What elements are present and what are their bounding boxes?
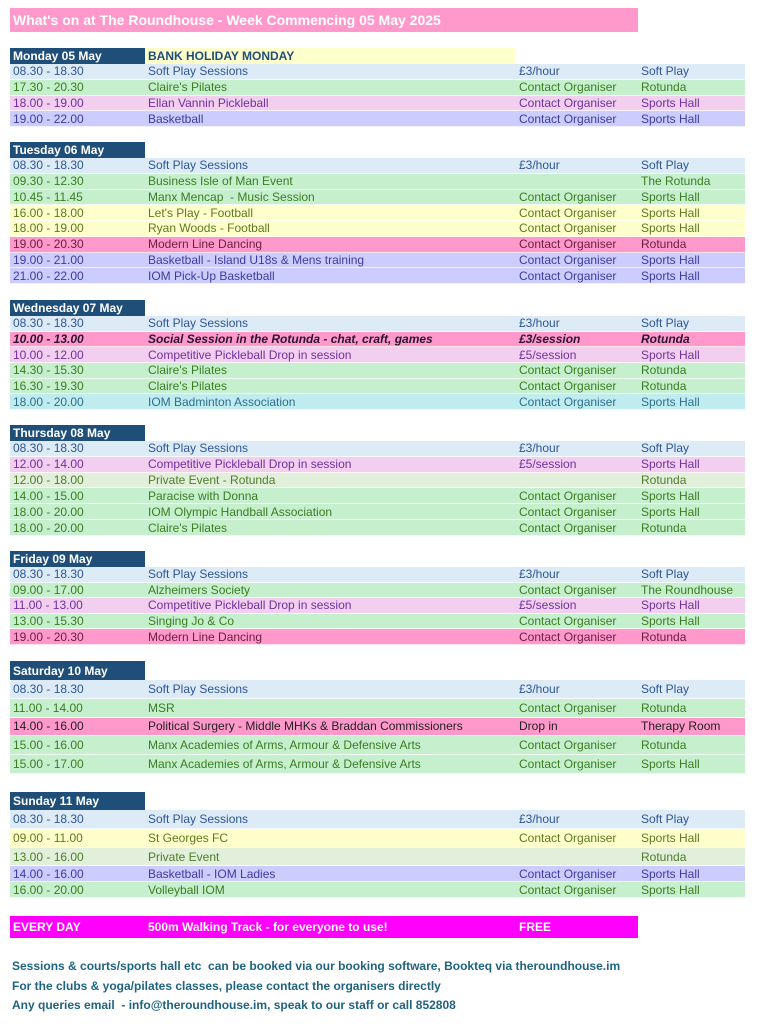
row-time: 09.00 - 17.00 <box>13 582 84 597</box>
row-time: 09.00 - 11.00 <box>13 831 83 845</box>
row-event: Social Session in the Rotunda - chat, craft, games <box>148 331 433 346</box>
row-price: £3/hour <box>519 681 560 696</box>
row-event: IOM Olympic Handball Association <box>148 504 333 519</box>
schedule-row <box>10 457 745 473</box>
schedule-row <box>10 441 745 457</box>
schedule-row <box>10 332 745 348</box>
schedule-row <box>10 174 745 190</box>
day-block <box>10 551 745 645</box>
schedule-row <box>10 718 745 737</box>
day-header: Wednesday 07 May <box>10 300 145 316</box>
row-price: Contact Organiser <box>519 866 617 881</box>
schedule-row <box>10 347 745 363</box>
row-time: 10.00 - 12.00 <box>13 347 84 362</box>
row-price: Contact Organiser <box>519 831 617 845</box>
row-time: 18.00 - 20.00 <box>13 520 84 535</box>
row-price: Contact Organiser <box>519 614 617 629</box>
day-block <box>10 661 745 774</box>
row-event: Manx Mencap - Music Session <box>148 189 315 204</box>
row-event: Private Event - Rotunda <box>148 473 276 488</box>
every-day-event: 500m Walking Track - for everyone to use! <box>148 920 388 934</box>
schedule-row <box>10 363 745 379</box>
every-day-label: EVERY DAY <box>13 920 81 934</box>
row-time: 11.00 - 14.00 <box>13 700 83 715</box>
row-event: Competitive Pickleball Drop in session <box>148 457 352 472</box>
schedule-row <box>10 755 745 774</box>
row-event: Soft Play Sessions <box>148 158 249 173</box>
row-location: Soft Play <box>641 441 690 456</box>
row-price: Contact Organiser <box>519 700 617 715</box>
schedule-row <box>10 810 745 829</box>
row-location: Therapy Room <box>641 719 721 734</box>
row-location: Sports Hall <box>641 457 700 472</box>
row-event: Ryan Woods - Football <box>148 221 270 236</box>
row-location: Sports Hall <box>641 614 700 629</box>
row-time: 08.30 - 18.30 <box>13 441 84 456</box>
row-event: Business Isle of Man Event <box>148 174 293 189</box>
row-event: Soft Play Sessions <box>148 812 249 826</box>
schedule-row <box>10 699 745 718</box>
footer-notes <box>12 957 752 1016</box>
schedule-row <box>10 567 745 583</box>
row-location: Sports Hall <box>641 95 700 110</box>
row-time: 19.00 - 21.00 <box>13 252 84 267</box>
schedule-row <box>10 520 745 536</box>
row-price <box>515 174 637 189</box>
day-header: Sunday 11 May <box>10 792 145 810</box>
row-price: Contact Organiser <box>519 189 617 204</box>
day-header: Tuesday 06 May <box>10 142 145 158</box>
row-event: Modern Line Dancing <box>148 629 263 644</box>
row-location: Rotunda <box>641 237 687 252</box>
row-price: £3/hour <box>519 812 560 826</box>
schedule-row <box>10 629 745 645</box>
row-price: Contact Organiser <box>519 237 617 252</box>
schedule-row <box>10 583 745 599</box>
row-time: 08.30 - 18.30 <box>13 64 84 79</box>
row-event: Political Surgery - Middle MHKs & Braddan Commissioners <box>148 719 463 734</box>
row-time: 15.00 - 16.00 <box>13 738 84 753</box>
row-event: Competitive Pickleball Drop in session <box>148 598 352 613</box>
row-time: 19.00 - 20.30 <box>13 629 84 644</box>
row-location: Rotunda <box>641 738 687 753</box>
day-block <box>10 48 745 127</box>
row-event: Soft Play Sessions <box>148 681 249 696</box>
row-location: Soft Play <box>641 316 690 331</box>
row-price <box>515 473 637 488</box>
day-header-row <box>10 48 745 64</box>
row-event: Paracise with Donna <box>148 488 259 503</box>
row-location: Rotunda <box>641 363 687 378</box>
schedule-row <box>10 80 745 96</box>
day-header: Monday 05 May <box>10 48 145 64</box>
row-location: Sports Hall <box>641 252 700 267</box>
row-event: Soft Play Sessions <box>148 441 249 456</box>
row-time: 08.30 - 18.30 <box>13 812 84 826</box>
row-time: 14.00 - 15.00 <box>13 488 84 503</box>
row-time: 10.45 - 11.45 <box>13 189 83 204</box>
row-location: Sports Hall <box>641 347 700 362</box>
row-event: Claire's Pilates <box>148 378 227 393</box>
row-location: Sports Hall <box>641 598 700 613</box>
schedule-row <box>10 488 745 504</box>
every-day-price: FREE <box>519 920 552 934</box>
row-location: Sports Hall <box>641 488 700 503</box>
row-price: Contact Organiser <box>519 205 617 220</box>
row-time: 18.00 - 20.00 <box>13 394 84 409</box>
row-location: Rotunda <box>641 520 687 535</box>
row-location: Soft Play <box>641 64 690 79</box>
row-event: Singing Jo & Co <box>148 614 235 629</box>
row-time: 16.00 - 18.00 <box>13 205 84 220</box>
schedule-row <box>10 848 745 866</box>
row-price: Contact Organiser <box>519 252 617 267</box>
row-location: Rotunda <box>641 378 687 393</box>
row-price: Drop in <box>519 719 558 734</box>
row-price: Contact Organiser <box>519 221 617 236</box>
schedule-row <box>10 882 745 898</box>
schedule-row <box>10 96 745 112</box>
schedule-row <box>10 64 745 80</box>
row-price: Contact Organiser <box>519 504 617 519</box>
row-location: Sports Hall <box>641 504 700 519</box>
row-location: Sports Hall <box>641 189 700 204</box>
row-time: 19.00 - 20.30 <box>13 237 84 252</box>
day-header-row <box>10 792 745 810</box>
day-block <box>10 142 745 284</box>
row-location: Rotunda <box>641 331 690 346</box>
schedule-row <box>10 237 745 253</box>
schedule-row <box>10 253 745 269</box>
row-time: 18.00 - 20.00 <box>13 504 84 519</box>
row-location: Sports Hall <box>641 111 700 126</box>
row-time: 16.30 - 19.30 <box>13 378 84 393</box>
row-time: 13.00 - 15.30 <box>13 614 84 629</box>
day-block <box>10 300 745 410</box>
row-time: 08.30 - 18.30 <box>13 158 84 173</box>
day-header-row <box>10 425 745 441</box>
schedule-row <box>10 158 745 174</box>
schedule-row <box>10 394 745 410</box>
row-event: Basketball - IOM Ladies <box>148 866 276 881</box>
day-header-row <box>10 142 745 158</box>
every-day-banner <box>10 916 638 938</box>
row-location: Soft Play <box>641 158 690 173</box>
row-price: Contact Organiser <box>519 80 617 95</box>
row-time: 08.30 - 18.30 <box>13 316 84 331</box>
row-event: Let's Play - Football <box>148 205 254 220</box>
row-time: 12.00 - 18.00 <box>13 473 84 488</box>
row-event: Claire's Pilates <box>148 80 227 95</box>
row-time: 21.00 - 22.00 <box>13 268 84 283</box>
schedule-row <box>10 680 745 699</box>
row-price: £5/session <box>519 598 577 613</box>
schedule-row <box>10 221 745 237</box>
day-header: Friday 09 May <box>10 551 145 567</box>
row-event: Soft Play Sessions <box>148 567 249 582</box>
row-time: 14.00 - 16.00 <box>13 866 84 881</box>
row-time: 09.30 - 12.30 <box>13 174 84 189</box>
row-event: Alzheimers Society <box>148 582 251 597</box>
row-price: Contact Organiser <box>519 882 617 897</box>
schedule-row <box>10 190 745 206</box>
row-event: Manx Academies of Arms, Armour & Defensive Arts <box>148 738 421 753</box>
row-location: Rotunda <box>641 849 687 864</box>
row-location: Rotunda <box>641 629 687 644</box>
schedule-row <box>10 829 745 848</box>
row-event: Basketball - Island U18s & Mens training <box>148 252 365 267</box>
row-event: Modern Line Dancing <box>148 237 263 252</box>
schedule-row <box>10 268 745 284</box>
row-price: Contact Organiser <box>519 488 617 503</box>
schedule-row <box>10 379 745 395</box>
row-price: Contact Organiser <box>519 629 617 644</box>
day-header-row <box>10 300 745 316</box>
schedule-row <box>10 111 745 127</box>
row-price: Contact Organiser <box>519 363 617 378</box>
row-time: 18.00 - 19.00 <box>13 95 84 110</box>
row-time: 08.30 - 18.30 <box>13 681 84 696</box>
row-location: Sports Hall <box>641 394 700 409</box>
day-block <box>10 792 745 898</box>
row-event: IOM Pick-Up Basketball <box>148 268 275 283</box>
schedule-row <box>10 736 745 755</box>
row-time: 13.00 - 16.00 <box>13 849 84 864</box>
row-price <box>515 848 637 865</box>
row-price: £3/hour <box>519 441 560 456</box>
row-event: Claire's Pilates <box>148 520 227 535</box>
row-price: £3/session <box>519 331 581 346</box>
row-price: £5/session <box>519 457 577 472</box>
schedule-row <box>10 504 745 520</box>
row-time: 08.30 - 18.30 <box>13 567 84 582</box>
row-price: £3/hour <box>519 316 560 331</box>
row-location: Sports Hall <box>641 221 700 236</box>
schedule-row <box>10 205 745 221</box>
day-header-row <box>10 551 745 567</box>
day-header: Thursday 08 May <box>10 425 145 441</box>
schedule-row <box>10 473 745 489</box>
row-location: Soft Play <box>641 681 690 696</box>
row-location: The Rotunda <box>641 174 711 189</box>
row-location: Sports Hall <box>641 882 700 897</box>
row-location: Soft Play <box>641 812 690 826</box>
row-price: Contact Organiser <box>519 520 617 535</box>
row-price: Contact Organiser <box>519 95 617 110</box>
row-time: 14.00 - 16.00 <box>13 719 84 734</box>
row-event: Manx Academies of Arms, Armour & Defensive Arts <box>148 757 421 772</box>
schedule-row <box>10 866 745 882</box>
row-event: St Georges FC <box>148 831 229 845</box>
row-time: 10.00 - 13.00 <box>13 331 84 346</box>
row-location: Sports Hall <box>641 205 700 220</box>
schedule-row <box>10 316 745 332</box>
row-event: Soft Play Sessions <box>148 316 249 331</box>
row-price: Contact Organiser <box>519 268 617 283</box>
row-price: Contact Organiser <box>519 582 617 597</box>
row-location: The Roundhouse <box>641 582 734 597</box>
row-time: 14.30 - 15.30 <box>13 363 84 378</box>
row-price: £3/hour <box>519 158 560 173</box>
row-location: Rotunda <box>641 700 687 715</box>
row-location: Rotunda <box>641 473 687 488</box>
footer-line-booking: Sessions & courts/sports hall etc can be booked via our booking software, Bookteq via theroundhouse.im <box>12 959 621 973</box>
row-event: MSR <box>148 700 175 715</box>
row-event: Basketball <box>148 111 204 126</box>
bank-holiday-note: BANK HOLIDAY MONDAY <box>145 48 515 64</box>
row-location: Sports Hall <box>641 268 700 283</box>
row-event: Competitive Pickleball Drop in session <box>148 347 352 362</box>
row-time: 17.30 - 20.30 <box>13 80 84 95</box>
row-event: Private Event <box>148 849 220 864</box>
row-event: Soft Play Sessions <box>148 64 249 79</box>
row-time: 18.00 - 19.00 <box>13 221 84 236</box>
row-time: 16.00 - 20.00 <box>13 882 84 897</box>
row-event: Ellan Vannin Pickleball <box>148 95 269 110</box>
row-price: Contact Organiser <box>519 757 617 772</box>
footer-line-clubs: For the clubs & yoga/pilates classes, please contact the organisers directly <box>12 978 441 993</box>
schedule-row <box>10 598 745 614</box>
row-price: Contact Organiser <box>519 394 617 409</box>
row-time: 11.00 - 13.00 <box>13 598 83 613</box>
row-price: £5/session <box>519 347 577 362</box>
row-price: £3/hour <box>519 567 560 582</box>
row-event: Claire's Pilates <box>148 363 227 378</box>
row-price: £3/hour <box>519 64 560 79</box>
row-price: Contact Organiser <box>519 378 617 393</box>
footer-line-contact: Any queries email - info@theroundhouse.im, speak to our staff or call 852808 <box>12 998 456 1012</box>
row-time: 15.00 - 17.00 <box>13 757 84 772</box>
day-block <box>10 425 745 536</box>
page-title: What's on at The Roundhouse - Week Commencing 05 May 2025 <box>10 8 638 32</box>
row-location: Rotunda <box>641 80 687 95</box>
row-price: Contact Organiser <box>519 738 617 753</box>
row-location: Sports Hall <box>641 866 700 881</box>
day-header: Saturday 10 May <box>10 661 145 680</box>
schedule-row <box>10 614 745 630</box>
row-location: Soft Play <box>641 567 690 582</box>
row-time: 19.00 - 22.00 <box>13 111 84 126</box>
row-event: Volleyball IOM <box>148 882 225 897</box>
row-location: Sports Hall <box>641 831 700 845</box>
row-location: Sports Hall <box>641 757 700 772</box>
row-time: 12.00 - 14.00 <box>13 457 84 472</box>
day-header-row <box>10 661 745 680</box>
row-event: IOM Badminton Association <box>148 394 296 409</box>
row-price: Contact Organiser <box>519 111 617 126</box>
